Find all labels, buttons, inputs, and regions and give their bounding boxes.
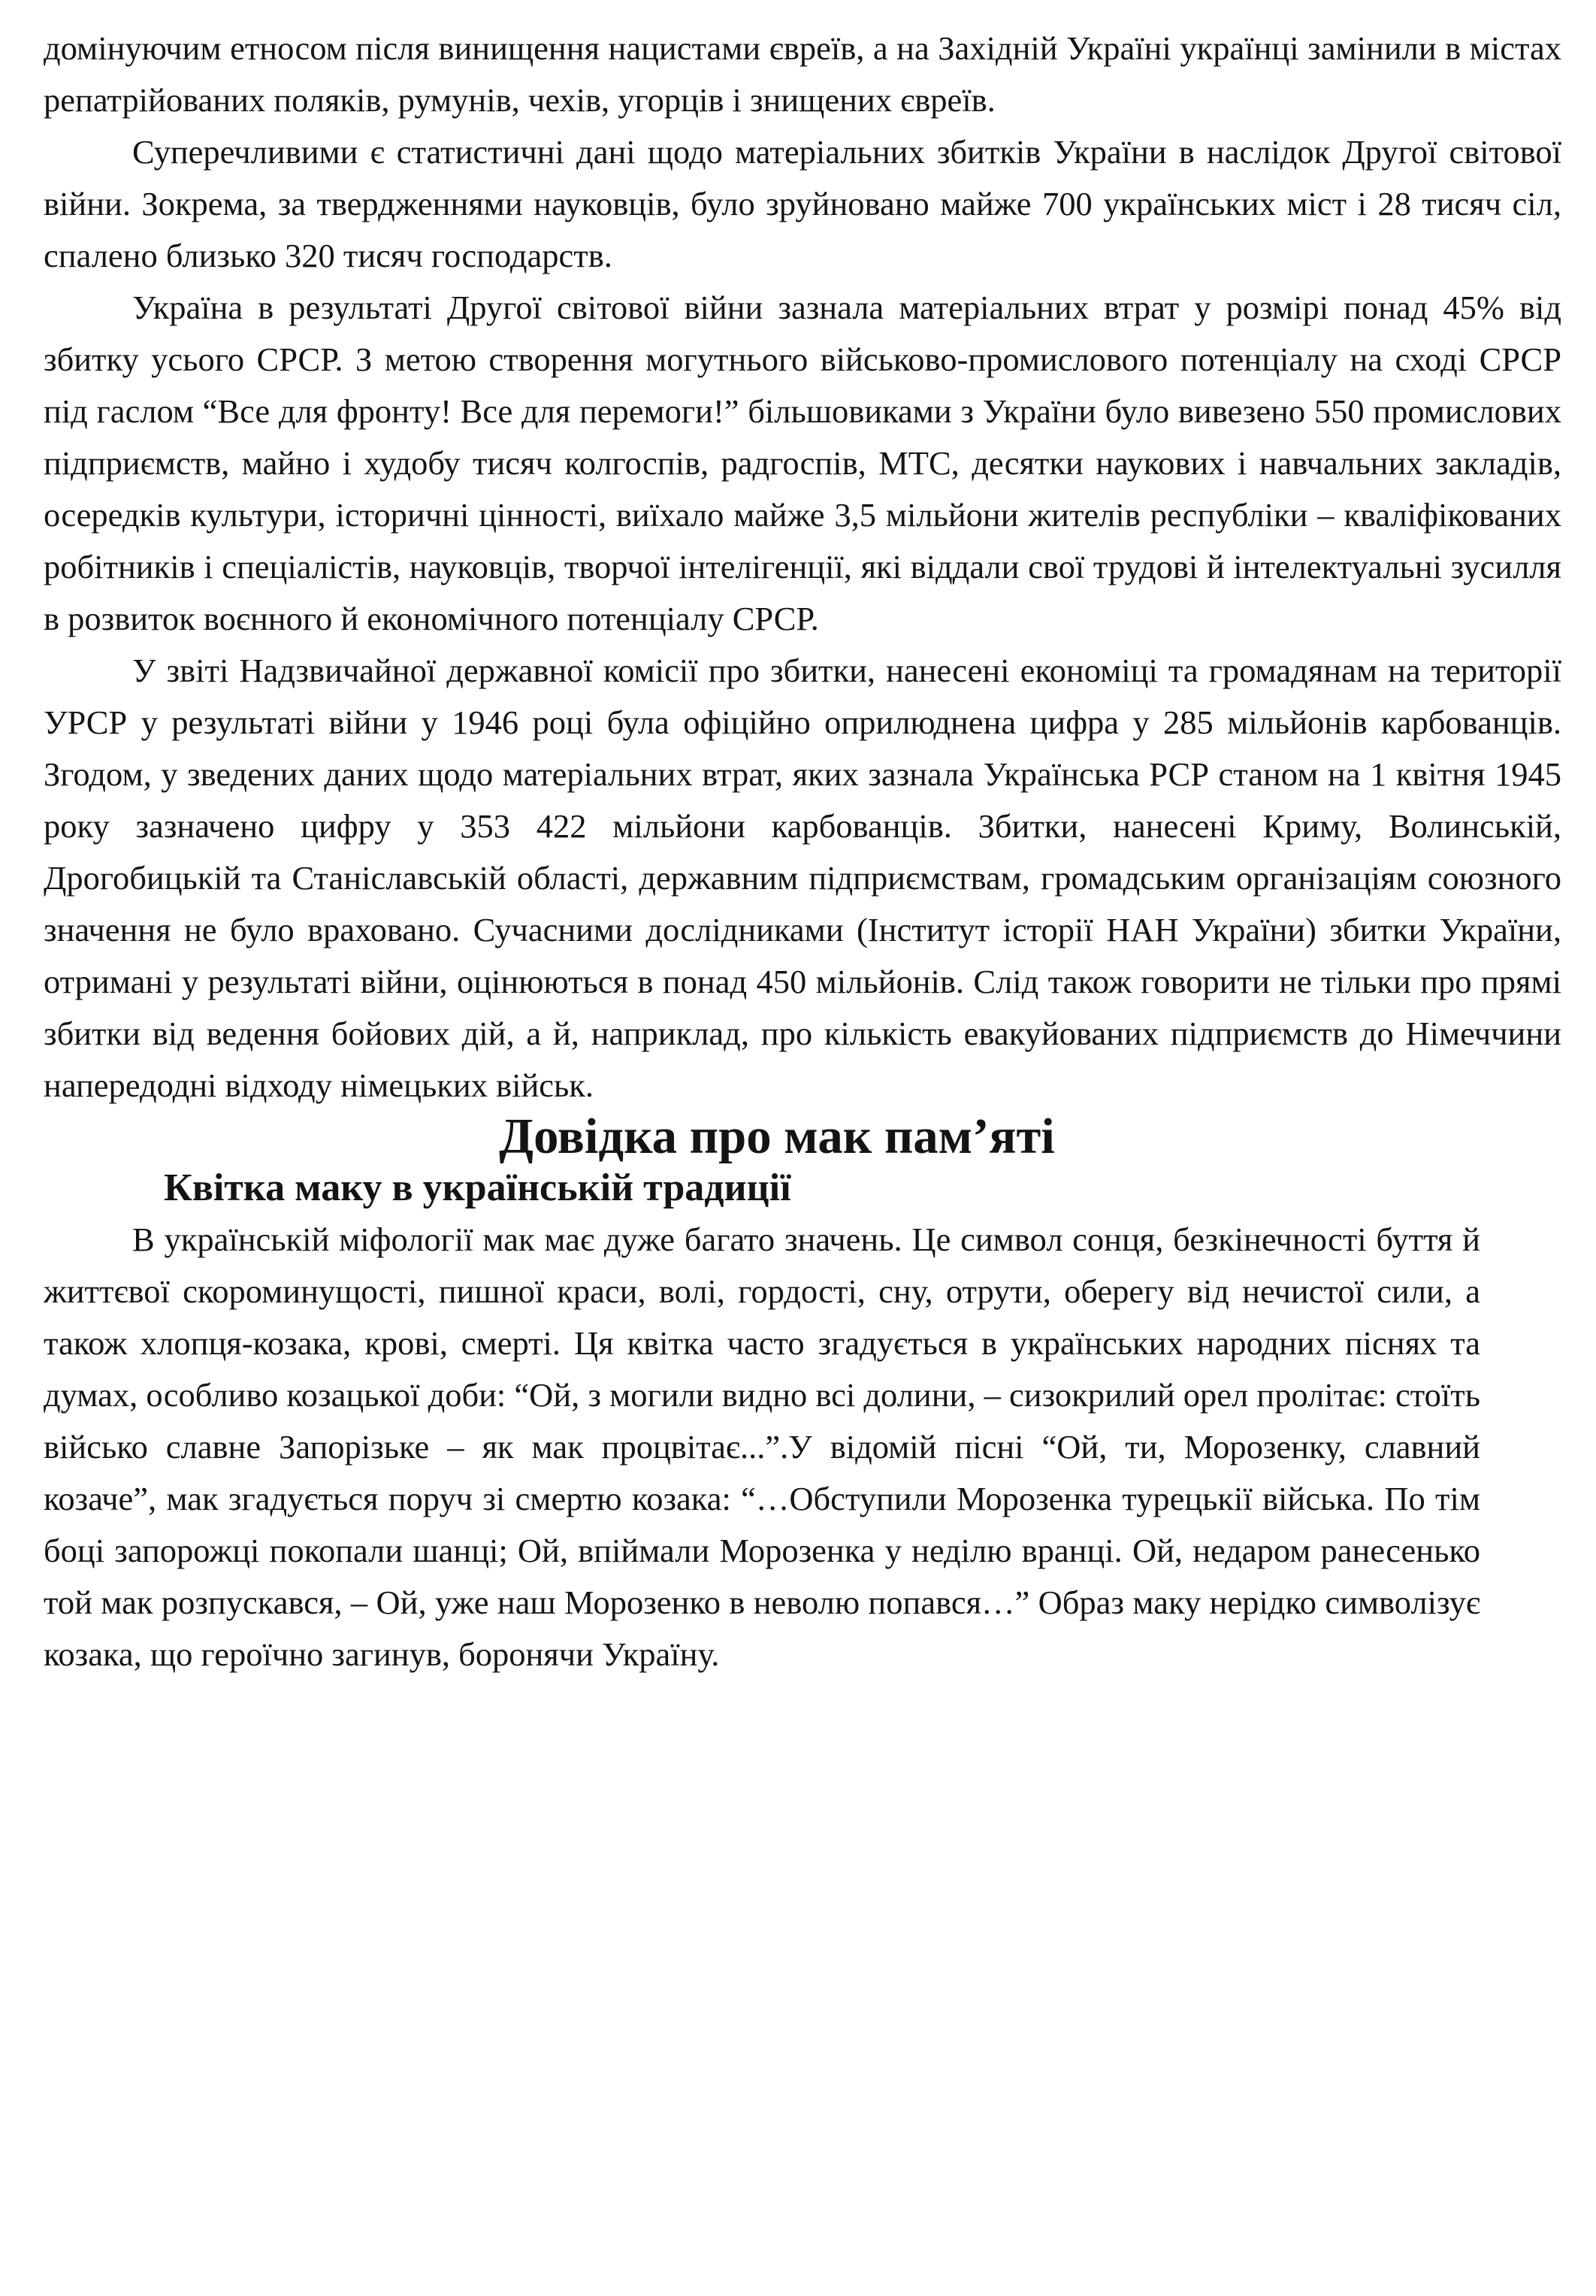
paragraph-commission-report: У звіті Надзвичайної державної комісії про збитки, нанесені економіці та громадянам на території УРСР у результаті війни у 1946 році була офіційно оприлюднена цифра у 285 мільйонів карбованців. Згодом, у зведених даних щодо матеріальних втрат, яких зазнала Українська РСР станом на 1 квітня 1945 року зазначено цифру у 353 422 мільйони карбованців. Збитки, нанесені Криму, Волинській, Дрогобицькій та Станіславській області, державним підприємствам, громадським організаціям союзного значення не було враховано. Сучасними дослідниками (Інститут історії НАН України) збитки України, отримані у результаті війни, оцінюються в понад 450 мільйонів. Слід також говорити не тільки про прямі збитки від ведення бойових дій, а й, наприклад, про кількість евакуйованих підприємств до Німеччини напередодні відходу німецьких військ. bbox=[44, 652, 1561, 1104]
section-heading: Довідка про мак пам’яті bbox=[499, 1109, 1055, 1164]
paragraph-poppy-tradition: В українській міфології мак має дуже багато значень. Це символ сонця, безкінечності буття й життєвої скороминущості, пишної краси, волі, гордості, сну, отрути, оберегу від нечистої сили, а також хлопця-козака, крові, смерті. Ця квітка часто згадується в українських народних піснях та думах, особливо козацької доби: “Ой, з могили видно всі долини, – сизокрилий орел пролітає: стоїть військо славне Запорізьке – як мак процвітає...”.У відомій пісні “Ой, ти, Морозенку, славний козаче”, мак згадується поруч зі смертю козака: “…Обступили Морозенка турецькії війська. По тім боці запорожці покопали шанці; Ой, впіймали Морозенка у неділю вранці. Ой, недаром ранесенько той мак розпускався, – Ой, уже наш Морозенко в неволю попався…” Образ маку нерідко символізує козака, що героїчно загинув, боронячи Україну. bbox=[44, 1221, 1480, 1673]
section-subheading: Квітка маку в українській традиції bbox=[164, 1166, 791, 1209]
paragraph-continuation: домінуючим етносом після винищення нацистами євреїв, а на Західній Україні українці замінили в містах репатрійованих поляків, румунів, чехів, угорців і знищених євреїв. bbox=[44, 29, 1561, 119]
paragraph-material-losses: Суперечливими є статистичні дані щодо матеріальних збитків України в наслідок Другої світової війни. Зокрема, за твердженнями науковців, було зруйновано майже 700 українських міст і 28 тисяч сіл, спалено близько 320 тисяч господарств. bbox=[44, 133, 1561, 274]
document-page bbox=[44, 23, 1561, 1680]
poppy-section bbox=[44, 1109, 1480, 1680]
paragraph-ussr-losses: Україна в результаті Другої світової війни зазнала матеріальних втрат у розмірі понад 45% від збитку усього СРСР. З метою створення могутнього військово-промислового потенціалу на сході СРСР під гаслом “Все для фронту! Все для перемоги!” більшовиками з України було вивезено 550 промислових підприємств, майно і худобу тисяч колгоспів, радгоспів, МТС, десятки наукових і навчальних закладів, осередків культури, історичні цінності, виїхало майже 3,5 мільйони жителів республіки – кваліфікованих робітників і спеціалістів, науковців, творчої інтелігенції, які віддали свої трудові й інтелектуальні зусилля в розвиток воєнного й економічного потенціалу СРСР. bbox=[44, 289, 1561, 637]
